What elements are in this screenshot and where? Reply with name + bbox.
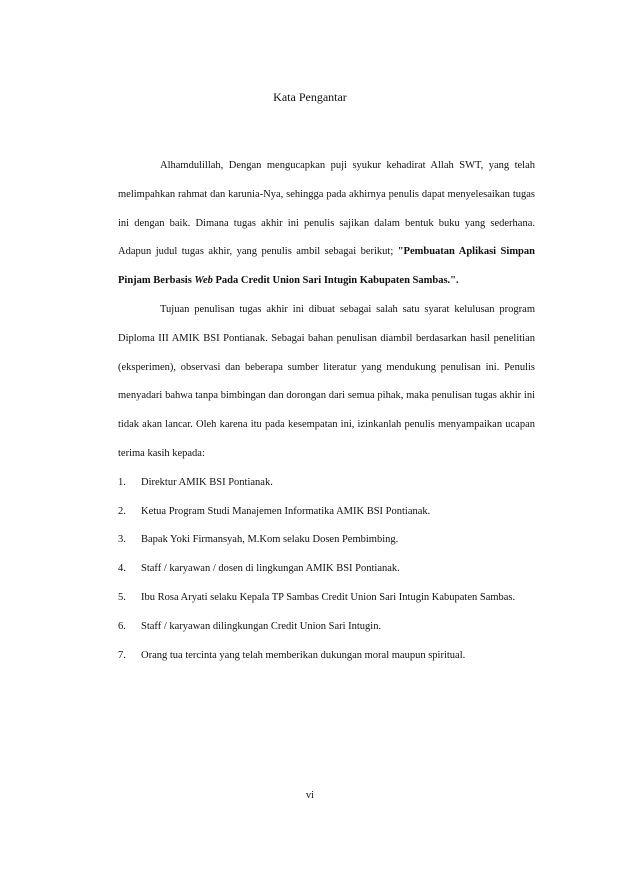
intro-paragraph (118, 152, 535, 296)
list-item: 5. Ibu Rosa Aryati selaku Kepala TP Sambas Credit Union Sari Intugin Kabupaten Sambas. (118, 591, 516, 603)
thesis-title-web: Web (194, 275, 213, 287)
list-item: 4. Staff / karyawan / dosen di lingkungan AMIK BSI Pontianak. (118, 563, 400, 575)
page-number: vi (305, 790, 315, 801)
list-item: 2. Ketua Program Studi Manajemen Informatika AMIK BSI Pontianak. (118, 505, 431, 517)
list-item: 1. Direktur AMIK BSI Pontianak. (118, 476, 273, 488)
page-title: Kata Pengantar (273, 90, 347, 104)
thesis-title: "Pembuatan Aplikasi Simpan Pinjam Berbasis Web Pada Credit Union Sari Intugin Kabupaten Sambas.". (118, 246, 535, 287)
purpose-paragraph: Tujuan penulisan tugas akhir ini dibuat sebagai salah satu syarat kelulusan program Diploma III AMIK BSI Pontianak. Sebagai bahan penulisan diambil berdasarkan hasil penelitian (eksperimen), observasi dan beberapa sumber literatur yang mendukung penulisan ini. Penulis menyadari bahwa tanpa bimbingan dan dorongan dari semua pihak, maka penulisan tugas akhir ini tidak akan lancar. Oleh karena itu pada kesempatan ini, izinkanlah penulis menyampaikan ucapan terima kasih kepada: (118, 303, 535, 459)
list-item: 3. Bapak Yoki Firmansyah, M.Kom selaku Dosen Pembimbing. (118, 534, 399, 546)
thanks-list (118, 469, 535, 671)
list-item: 6. Staff / karyawan dilingkungan Credit Union Sari Intugin. (118, 620, 382, 632)
body-text (118, 152, 535, 670)
list-item: 7. Orang tua tercinta yang telah memberikan dukungan moral maupun spiritual. (118, 649, 466, 661)
intro-text: Alhamdulillah, Dengan mengucapkan puji syukur kehadirat Allah SWT, yang telah melimpahkan rahmat dan karunia-Nya, sehingga pada akhirnya penulis dapat menyelesaikan tugas ini dengan baik. Dimana tugas akhir ini penulis sajikan dalam bentuk buku yang sederhana. Adapun judul tugas akhir, yang penulis ambil sebagai berikut; (118, 160, 535, 258)
